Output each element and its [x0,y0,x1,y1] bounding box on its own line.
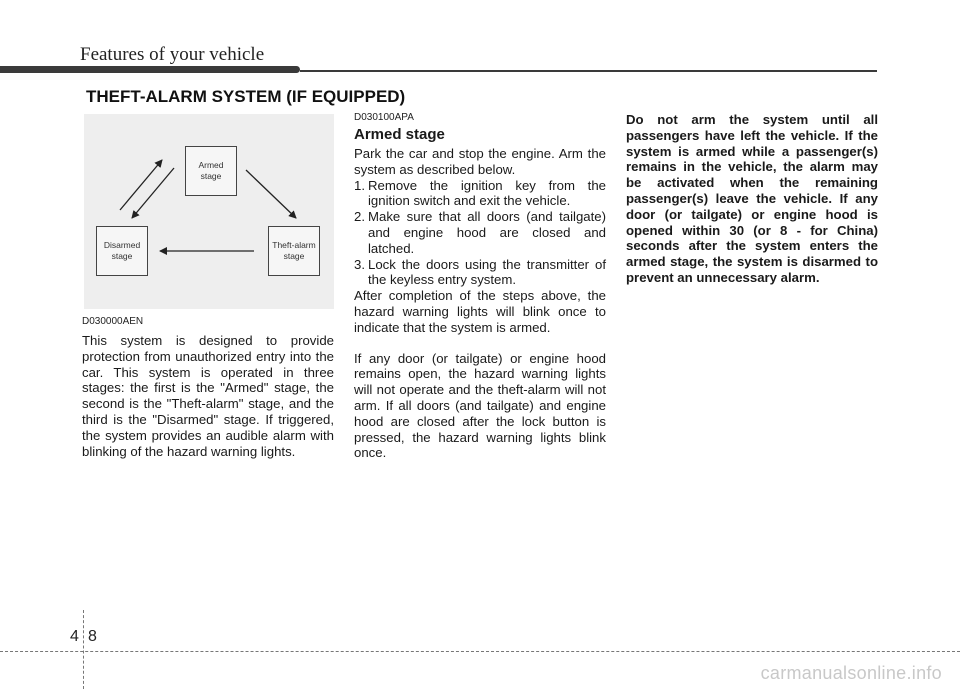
arrow-armed-to-theft [246,170,296,218]
diagram-arrows [84,114,334,309]
step-number: 2. [354,209,365,225]
footer-horizontal-rule [0,651,960,652]
warning-text: Do not arm the system until all passengers have left the vehicle. If the system is armed while a passenger(s) remains in the vehicle, the alarm may be activated when the remaining passenger(s) leave the vehicle. If any door (or tailgate) or engine hood is opened within 30 (or 8 - for China) seconds after the system enters the armed stage, the system is disarmed to prevent an unnecessary alarm. [626,112,878,285]
step-item [354,257,606,289]
page-chapter: 4 [70,628,79,645]
intro-text: This system is designed to provide protection from unauthorized entry into the car. This system is operated in three stages: the first is the "Armed" stage, the second is the "Theft-alarm" stage, and the third is the "Disarmed" stage. If triggered, the system provides an audible alarm with blinking of the hazard warning lights. [82,333,334,459]
section-title: THEFT-ALARM SYSTEM (IF EQUIPPED) [86,87,406,106]
stage-box-disarmed: Disarmed stage [96,226,148,276]
arrow-disarmed-to-armed [120,160,162,210]
step-text: Remove the ignition key from the ignition switch and exit the vehicle. [368,177,606,209]
arrow-armed-to-disarmed [132,168,174,218]
header-bar [0,66,300,73]
armed-stage-note: If any door (or tailgate) or engine hood remains open, the hazard warning lights will not operate and the theft-alarm will not arm. If all doors (and tailgate) and engine hood are closed after the lock button is pressed, the hazard warning lights blink once. [354,350,606,461]
page-number: 8 [88,628,97,645]
step-number: 1. [354,177,365,193]
intro-code: D030000AEN [82,316,144,327]
watermark: carmanualsonline.info [760,663,942,683]
armed-stage-intro: Park the car and stop the engine. Arm the system as described below. [354,146,606,177]
armed-stage-steps [354,178,606,289]
armed-stage-after: After completion of the steps above, the hazard warning lights will blink once to indicate that the system is armed. [354,288,606,335]
warning-column [626,112,878,286]
step-text: Lock the doors using the transmitter of the keyless entry system. [368,256,606,288]
armed-stage-code: D030100APA [354,112,414,123]
stage-box-armed: Armed stage [185,146,237,196]
header-rule [300,70,877,72]
armed-stage-column [354,112,606,461]
step-item [354,178,606,210]
header-title: Features of your vehicle [80,44,265,65]
stage-box-theft-alarm: Theft-alarm stage [268,226,320,276]
step-text: Make sure that all doors (and tailgate) and engine hood are closed and latched. [368,209,606,256]
intro-column [82,316,334,459]
stage-diagram [84,114,334,309]
step-item [354,209,606,256]
armed-stage-title: Armed stage [354,126,445,143]
footer-vertical-rule [83,610,84,689]
step-number: 3. [354,256,365,272]
